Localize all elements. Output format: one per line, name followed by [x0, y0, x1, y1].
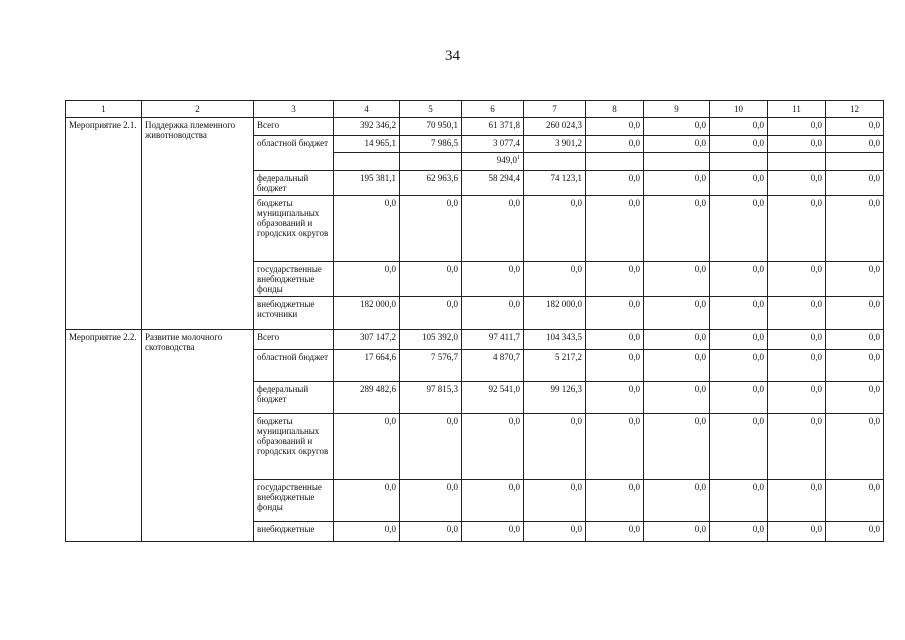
funding-source: федеральный бюджет [254, 382, 334, 414]
value-cell-col-11: 0,0 [768, 196, 826, 262]
table-body [66, 118, 884, 542]
value-cell-col-5: 105 392,0 [400, 330, 462, 350]
column-header-7: 7 [524, 101, 586, 118]
value-cell-col-8: 0,0 [586, 171, 644, 196]
value-cell-col-8: 0,0 [586, 196, 644, 262]
value-cell-col-5: 97 815,3 [400, 382, 462, 414]
value-cell-col-6: 4 870,7 [462, 350, 524, 382]
value-cell-col-7: 0,0 [524, 196, 586, 262]
value-cell-col-12: 0,0 [826, 196, 884, 262]
value-cell-col-5: 7 576,7 [400, 350, 462, 382]
value-cell-col-6: 3 077,4 [462, 136, 524, 153]
value-cell-col-4: 0,0 [334, 522, 400, 542]
page-number: 34 [445, 48, 460, 64]
value-cell-col-12: 0,0 [826, 330, 884, 350]
value-cell-col-11: 0,0 [768, 480, 826, 522]
value-cell-col-11: 0,0 [768, 350, 826, 382]
value-cell-col-8: 0,0 [586, 350, 644, 382]
column-header-8: 8 [586, 101, 644, 118]
empty-cell [710, 153, 768, 171]
column-header-1: 1 [66, 101, 142, 118]
value-cell-col-6: 0,0 [462, 196, 524, 262]
value-cell-col-7: 99 126,3 [524, 382, 586, 414]
empty-cell [400, 153, 462, 171]
value-cell-col-5: 0,0 [400, 262, 462, 297]
value-cell-col-9: 0,0 [644, 522, 710, 542]
value-cell-col-8: 0,0 [586, 297, 644, 330]
value-cell-col-4: 182 000,0 [334, 297, 400, 330]
value-cell-col-4: 195 381,1 [334, 171, 400, 196]
value-cell-col-4: 289 482,6 [334, 382, 400, 414]
value-cell-col-11: 0,0 [768, 262, 826, 297]
value-cell-col-7: 5 217,2 [524, 350, 586, 382]
value-cell-col-4: 14 965,1 [334, 136, 400, 153]
value-cell-col-10: 0,0 [710, 196, 768, 262]
value-cell-col-6: 61 371,8 [462, 118, 524, 136]
value-cell-col-9: 0,0 [644, 480, 710, 522]
value-cell-col-6: 0,0 [462, 414, 524, 480]
value-cell-col-4: 17 664,6 [334, 350, 400, 382]
value-cell-col-12: 0,0 [826, 522, 884, 542]
value-cell-col-7: 74 123,1 [524, 171, 586, 196]
value-cell-col-5: 70 950,1 [400, 118, 462, 136]
funding-source: бюджеты муниципальных образований и городских округов [254, 196, 334, 262]
column-header-2: 2 [142, 101, 254, 118]
value-cell-col-6: 92 541,0 [462, 382, 524, 414]
value-cell-col-5: 0,0 [400, 522, 462, 542]
value-cell-col-12: 0,0 [826, 480, 884, 522]
value-cell-col-6: 0,0 [462, 262, 524, 297]
value-cell-col-4: 0,0 [334, 414, 400, 480]
value-cell-col-9: 0,0 [644, 297, 710, 330]
value-cell-col-5: 0,0 [400, 480, 462, 522]
value-cell-col-7: 3 901,2 [524, 136, 586, 153]
table-row [66, 118, 884, 136]
value-cell-col-6: 0,0 [462, 297, 524, 330]
value-cell-col-8: 0,0 [586, 118, 644, 136]
value-cell-col-10: 0,0 [710, 297, 768, 330]
column-header-10: 10 [710, 101, 768, 118]
column-header-5: 5 [400, 101, 462, 118]
value-cell-col-11: 0,0 [768, 382, 826, 414]
value-cell-col-10: 0,0 [710, 382, 768, 414]
value-cell-col-9: 0,0 [644, 136, 710, 153]
event-name: Развитие молочного скотоводства [142, 330, 254, 542]
value-cell-col-4: 0,0 [334, 480, 400, 522]
note-mark: 1 [517, 155, 520, 161]
value-cell-col-4: 392 346,2 [334, 118, 400, 136]
value-cell-col-6: 58 294,4 [462, 171, 524, 196]
value-cell-col-9: 0,0 [644, 414, 710, 480]
value-cell-col-8: 0,0 [586, 522, 644, 542]
value-cell-col-8: 0,0 [586, 136, 644, 153]
value-cell-col-12: 0,0 [826, 414, 884, 480]
header-row [66, 101, 884, 118]
empty-cell [524, 153, 586, 171]
value-cell-col-7: 182 000,0 [524, 297, 586, 330]
event-code: Мероприятие 2.2. [66, 330, 142, 542]
value-cell-col-8: 0,0 [586, 382, 644, 414]
value-cell-col-5: 0,0 [400, 196, 462, 262]
value-cell-col-8: 0,0 [586, 262, 644, 297]
value-cell-col-12: 0,0 [826, 350, 884, 382]
value-cell-col-12: 0,0 [826, 382, 884, 414]
value-cell-col-5: 62 963,6 [400, 171, 462, 196]
funding-source: Всего [254, 330, 334, 350]
funding-source: внебюджетные источники [254, 297, 334, 330]
value-cell-col-4: 0,0 [334, 196, 400, 262]
value-cell-col-6: 0,0 [462, 522, 524, 542]
funding-source: бюджеты муниципальных образований и городских округов [254, 414, 334, 480]
value-cell-col-10: 0,0 [710, 522, 768, 542]
value-cell-col-11: 0,0 [768, 522, 826, 542]
value-cell-col-7: 104 343,5 [524, 330, 586, 350]
value-cell-col-9: 0,0 [644, 330, 710, 350]
column-header-11: 11 [768, 101, 826, 118]
value-cell-col-4: 0,0 [334, 262, 400, 297]
value-cell-col-12: 0,0 [826, 118, 884, 136]
value-cell-col-9: 0,0 [644, 118, 710, 136]
funding-source: государственные внебюджетные фонды [254, 262, 334, 297]
value-cell-col-8: 0,0 [586, 330, 644, 350]
value-cell-col-10: 0,0 [710, 136, 768, 153]
funding-source: областной бюджет [254, 350, 334, 382]
column-header-3: 3 [254, 101, 334, 118]
value-cell-col-9: 0,0 [644, 196, 710, 262]
funding-source: государственные внебюджетные фонды [254, 480, 334, 522]
value-cell-col-7: 0,0 [524, 414, 586, 480]
value-cell-col-7: 260 024,3 [524, 118, 586, 136]
value-cell-col-7: 0,0 [524, 522, 586, 542]
value-cell-col-8: 0,0 [586, 480, 644, 522]
value-cell-col-6: 0,0 [462, 480, 524, 522]
value-cell-col-11: 0,0 [768, 297, 826, 330]
note-value-cell [462, 153, 524, 171]
value-cell-col-10: 0,0 [710, 414, 768, 480]
value-cell-col-5: 0,0 [400, 414, 462, 480]
value-cell-col-11: 0,0 [768, 136, 826, 153]
empty-cell [826, 153, 884, 171]
column-header-4: 4 [334, 101, 400, 118]
value-cell-col-4: 307 147,2 [334, 330, 400, 350]
value-cell-col-11: 0,0 [768, 414, 826, 480]
value-cell-col-10: 0,0 [710, 480, 768, 522]
value-cell-col-9: 0,0 [644, 350, 710, 382]
note-value: 949,0 [496, 155, 517, 165]
event-code: Мероприятие 2.1. [66, 118, 142, 330]
empty-cell [334, 153, 400, 171]
value-cell-col-12: 0,0 [826, 136, 884, 153]
value-cell-col-10: 0,0 [710, 118, 768, 136]
value-cell-col-10: 0,0 [710, 171, 768, 196]
value-cell-col-11: 0,0 [768, 330, 826, 350]
empty-cell [644, 153, 710, 171]
empty-cell [768, 153, 826, 171]
funding-source: Всего [254, 118, 334, 136]
value-cell-col-12: 0,0 [826, 171, 884, 196]
funding-source: областной бюджет [254, 136, 334, 171]
value-cell-col-10: 0,0 [710, 330, 768, 350]
value-cell-col-9: 0,0 [644, 382, 710, 414]
value-cell-col-12: 0,0 [826, 297, 884, 330]
column-header-9: 9 [644, 101, 710, 118]
value-cell-col-11: 0,0 [768, 171, 826, 196]
value-cell-col-7: 0,0 [524, 480, 586, 522]
funding-source: федеральный бюджет [254, 171, 334, 196]
column-header-6: 6 [462, 101, 524, 118]
value-cell-col-7: 0,0 [524, 262, 586, 297]
value-cell-col-9: 0,0 [644, 171, 710, 196]
funding-source: внебюджетные [254, 522, 334, 542]
value-cell-col-5: 7 986,5 [400, 136, 462, 153]
value-cell-col-10: 0,0 [710, 262, 768, 297]
budget-table [65, 100, 884, 542]
column-header-12: 12 [826, 101, 884, 118]
value-cell-col-6: 97 411,7 [462, 330, 524, 350]
empty-cell [586, 153, 644, 171]
value-cell-col-10: 0,0 [710, 350, 768, 382]
event-name: Поддержка племенного животноводства [142, 118, 254, 330]
value-cell-col-8: 0,0 [586, 414, 644, 480]
value-cell-col-9: 0,0 [644, 262, 710, 297]
value-cell-col-5: 0,0 [400, 297, 462, 330]
value-cell-col-12: 0,0 [826, 262, 884, 297]
value-cell-col-11: 0,0 [768, 118, 826, 136]
table-row [66, 330, 884, 350]
